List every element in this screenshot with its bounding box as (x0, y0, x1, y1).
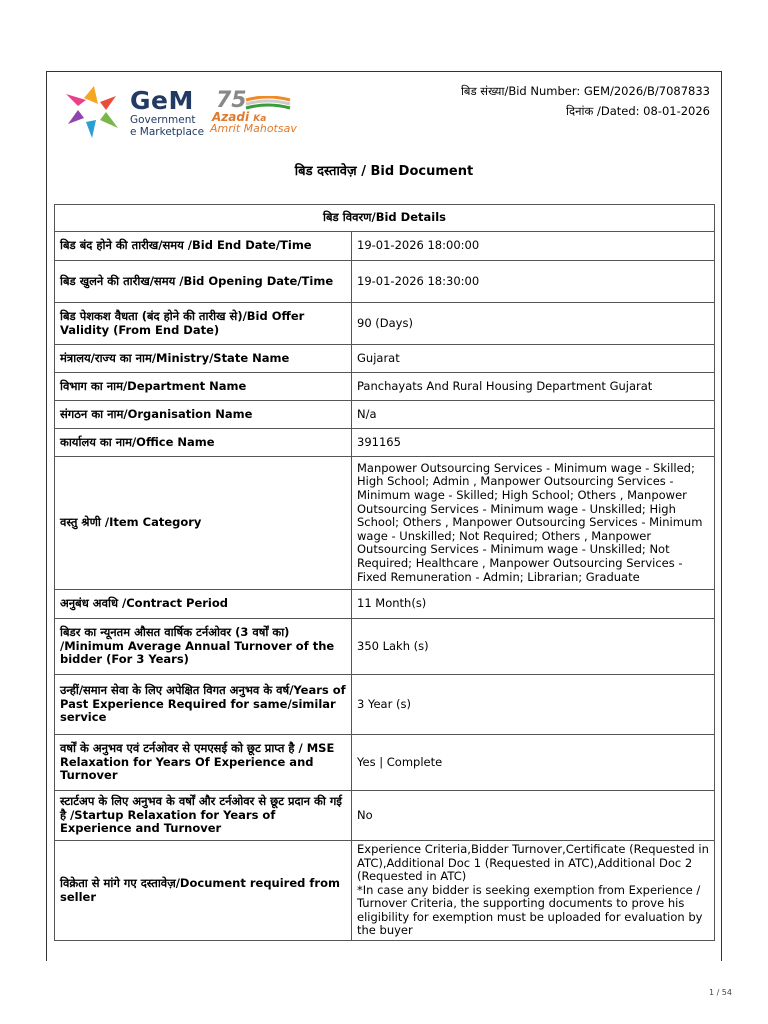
page-number: 1 / 54 (708, 988, 732, 997)
table-row (55, 791, 715, 841)
row-value: 90 (Days) (352, 303, 715, 345)
row-label: बिड खुलने की तारीख/समय /Bid Opening Date/Time (55, 261, 352, 303)
bid-number: बिड संख्या/Bid Number: GEM/2026/B/7087833 (460, 84, 710, 98)
row-label: कार्यालय का नाम/Office Name (55, 429, 352, 457)
row-label: बिड पेशकश वैधता (बंद होने की तारीख से)/Bid Offer Validity (From End Date) (55, 303, 352, 345)
row-label: विक्रेता से मांगे गए दस्तावेज़/Document required from seller (55, 841, 352, 941)
row-label: बिड बंद होने की तारीख/समय /Bid End Date/Time (55, 232, 352, 261)
row-value: Manpower Outsourcing Services - Minimum wage - Skilled; High School; Admin , Manpower Outsourcing Services - Minimum wage - Skilled; High School; Others , Manpower Outsourcing Services - Minimum wage - Unskilled; High School; Others , Manpower Outsourcing Services - Minimum wage - Unskilled; Not Required; Others , Manpower Outsourcing Services - Minimum wage - Unskilled; Not Required; Healthcare , Manpower Outsourcing Services - Fixed Remuneration - Admin; Librarian; Graduate (352, 457, 715, 590)
azadi-word: Azadi (212, 110, 250, 124)
table-row (55, 261, 715, 303)
table-row (55, 841, 715, 941)
row-value: N/a (352, 401, 715, 429)
azadi-line2: Amrit Mahotsav (210, 122, 297, 135)
table-row (55, 735, 715, 791)
row-value: No (352, 791, 715, 841)
row-label: मंत्रालय/राज्य का नाम/Ministry/State Name (55, 345, 352, 373)
table-row (55, 345, 715, 373)
row-value: Experience Criteria,Bidder Turnover,Certificate (Requested in ATC),Additional Doc 1 (Requested in ATC),Additional Doc 2 (Requested in ATC) *In case any bidder is seeking exemption from Experience / Turnover Criteria, the supporting documents to prove his eligibility for exemption must be uploaded for evaluation by the buyer (352, 841, 715, 941)
bid-date: दिनांक /Dated: 08-01-2026 (566, 104, 710, 118)
table-row (55, 401, 715, 429)
table-header: बिड विवरण/Bid Details (55, 205, 715, 232)
table-header-row (55, 205, 715, 232)
table-row (55, 457, 715, 590)
row-value: 391165 (352, 429, 715, 457)
row-value: 350 Lakh (s) (352, 619, 715, 675)
bid-meta (461, 81, 710, 121)
gem-logo-sub2: e Marketplace (130, 126, 205, 138)
table-row (55, 232, 715, 261)
row-label: उन्हीं/समान सेवा के लिए अपेक्षित विगत अनुभव के वर्ष/Years of Past Experience Required for same/similar service (55, 675, 352, 735)
azadi-logo (212, 88, 300, 138)
row-value: 11 Month(s) (352, 590, 715, 619)
gem-logo-name: GeM (130, 86, 194, 115)
tricolor-flag-icon (244, 96, 292, 110)
row-label: अनुबंध अवधि /Contract Period (55, 590, 352, 619)
row-value: 3 Year (s) (352, 675, 715, 735)
row-value: Panchayats And Rural Housing Department Gujarat (352, 373, 715, 401)
row-label: वस्तु श्रेणी /Item Category (55, 457, 352, 590)
row-value: Yes | Complete (352, 735, 715, 791)
azadi-ka: Ka (253, 114, 267, 124)
gem-logo-icon (64, 82, 134, 142)
table-row (55, 675, 715, 735)
gem-wordmark (130, 88, 204, 138)
gem-logo-sub1: Government (130, 114, 196, 126)
row-label: विभाग का नाम/Department Name (55, 373, 352, 401)
azadi-75: 75 (216, 88, 247, 113)
row-value: Gujarat (352, 345, 715, 373)
table-row (55, 619, 715, 675)
row-label: वर्षों के अनुभव एवं टर्नओवर से एमएसई को छूट प्राप्त है / MSE Relaxation for Years Of Experience and Turnover (55, 735, 352, 791)
table-row (55, 429, 715, 457)
table-row (55, 303, 715, 345)
row-label: स्टार्टअप के लिए अनुभव के वर्षों और टर्नओवर से छूट प्रदान की गई है /Startup Relaxation for Years of Experience and Turnover (55, 791, 352, 841)
row-label: संगठन का नाम/Organisation Name (55, 401, 352, 429)
table-row (55, 590, 715, 619)
document-title: बिड दस्तावेज़ / Bid Document (294, 164, 474, 179)
row-label: बिडर का न्यूनतम औसत वार्षिक टर्नओवर (3 वर्षों का) /Minimum Average Annual Turnover of the bidder (For 3 Years) (55, 619, 352, 675)
row-value: 19-01-2026 18:00:00 (352, 232, 715, 261)
bid-details-table (54, 204, 715, 941)
table-row (55, 373, 715, 401)
row-value: 19-01-2026 18:30:00 (352, 261, 715, 303)
